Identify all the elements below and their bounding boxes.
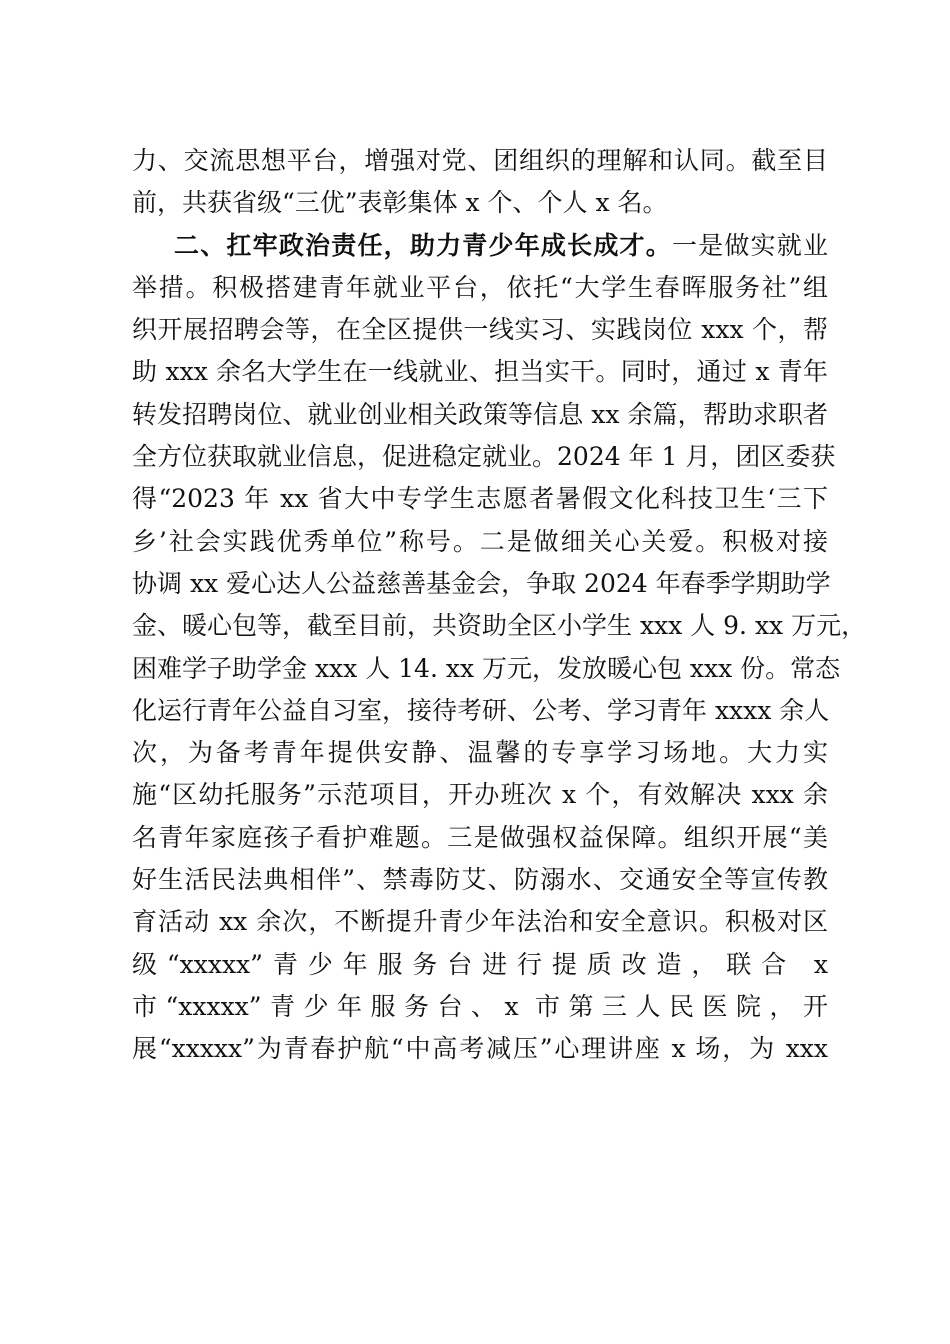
text-line: 好生活民法典相伴”、禁毒防艾、防溺水、交通安全等宣传教 <box>132 865 828 895</box>
text-line: 级“xxxxx”青少年服务台进行提质改造，联合 x <box>132 949 828 979</box>
text-line: 育活动 xx 余次，不断提升青少年法治和安全意识。积极对区 <box>132 907 828 937</box>
text-line: 次，为备考青年提供安静、温馨的专享学习场地。大力实 <box>132 738 828 768</box>
text-line: 一是做实就业 <box>671 230 828 260</box>
text-line: 困难学子助学金 xxx 人 14. xx 万元，发放暖心包 xxx 份。常态 <box>132 653 841 683</box>
text-line: 乡’社会实践优秀单位”称号。二是做细关心关爱。积极对接 <box>132 526 828 556</box>
body-text <box>132 140 867 1071</box>
text-line: 金、暖心包等，截至目前，共资助全区小学生 xxx 人 9. xx 万元， <box>132 611 867 641</box>
section-heading: 二、扛牢政治责任，助力青少年成长成才。 <box>174 230 672 260</box>
section-heading-line <box>132 225 828 267</box>
text-line: 全方位获取就业信息，促进稳定就业。2024 年 1 月，团区委获 <box>132 442 836 472</box>
text-line: 前，共获省级“三优”表彰集体 x 个、个人 x 名。 <box>132 188 668 218</box>
text-line: 展“xxxxx”为青春护航“中高考减压”心理讲座 x 场，为 xxx <box>132 1034 828 1064</box>
text-line: 协调 xx 爱心达人公益慈善基金会，争取 2024 年春季学期助学 <box>132 568 831 598</box>
text-line: 化运行青年公益自习室，接待考研、公考、学习青年 xxxx 余人 <box>132 695 830 725</box>
text-line: 施“区幼托服务”示范项目，开办班次 x 个，有效解决 xxx 余 <box>132 780 828 810</box>
text-line: 市“xxxxx”青少年服务台、x 市第三人民医院，开 <box>132 991 828 1021</box>
text-line: 织开展招聘会等，在全区提供一线实习、实践岗位 xxx 个，帮 <box>132 315 828 345</box>
text-line: 力、交流思想平台，增强对党、团组织的理解和认同。截至目 <box>132 146 828 175</box>
text-line: 名青年家庭孩子看护难题。三是做强权益保障。组织开展“美 <box>132 822 828 852</box>
text-line: 得“2023 年 xx 省大中专学生志愿者暑假文化科技卫生‘三下 <box>132 484 828 514</box>
text-line: 举措。积极搭建青年就业平台，依托“大学生春晖服务社”组 <box>132 272 828 302</box>
text-line: 转发招聘岗位、就业创业相关政策等信息 xx 余篇，帮助求职者 <box>132 399 828 429</box>
text-line: 助 xxx 余名大学生在一线就业、担当实干。同时，通过 x 青年 <box>132 357 828 387</box>
